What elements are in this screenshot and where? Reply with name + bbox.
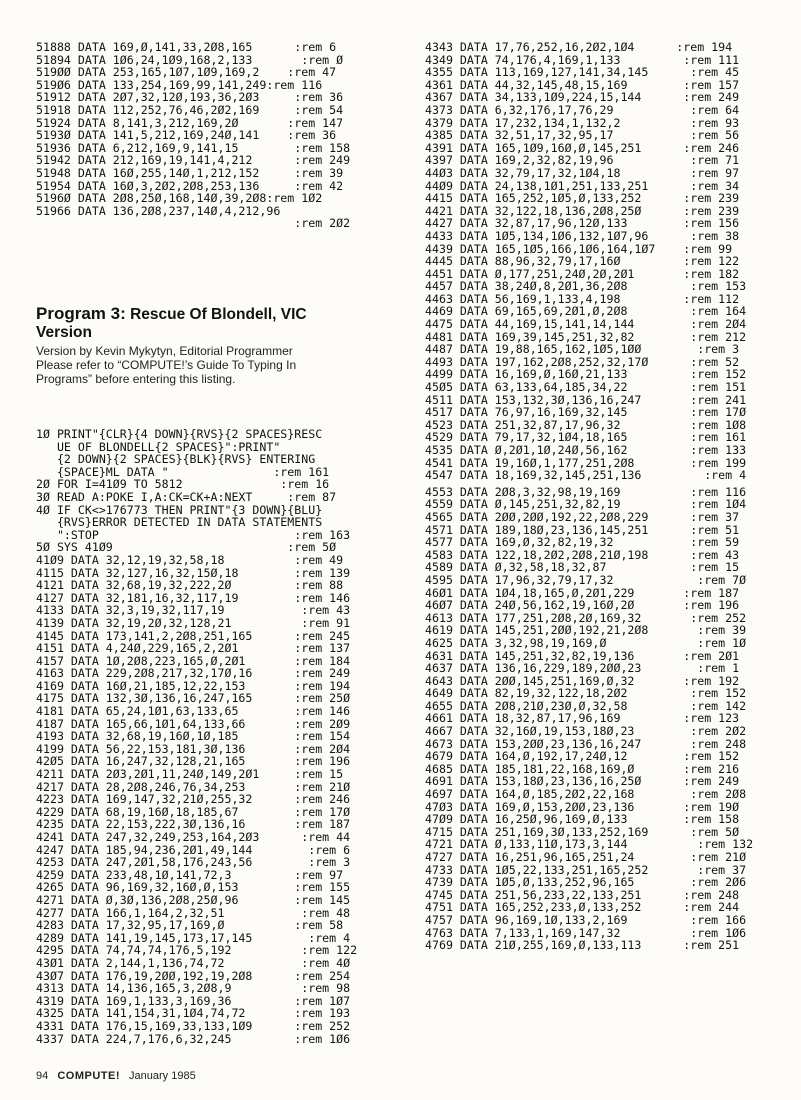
listing-line: 4229 DATA 68,19,16Ø,18,185,67 :rem 17Ø [36, 804, 351, 819]
listing-line: 4541 DATA 19,16Ø,1,177,251,2Ø8 :rem 199 [425, 455, 747, 470]
listing-line: 4469 DATA 69,165,69,2Ø1,Ø,2Ø8 :rem 164 [425, 304, 747, 319]
data-listing [425, 41, 753, 952]
listing-line: 4247 DATA 185,94,236,2Ø1,49,144 :rem 6 [36, 842, 351, 857]
listing-line: 519Ø6 DATA 133,254,169,99,141,249:rem 116 [36, 77, 323, 92]
listing-line: 4769 DATA 21Ø,255,169,Ø,133,113 :rem 251 [425, 938, 740, 953]
listing-line: 4625 DATA 3,32,98,19,169,Ø :rem 1Ø [425, 635, 747, 650]
listing-line: 4121 DATA 32,68,19,32,222,2Ø :rem 88 [36, 578, 344, 593]
listing-line: 4745 DATA 251,56,233,22,133,251 :rem 248 [425, 887, 740, 902]
listing-line: 4649 DATA 82,19,32,122,18,2Ø2 :rem 152 [425, 686, 747, 701]
listing-line: 46Ø7 DATA 24Ø,56,162,19,16Ø,2Ø :rem 196 [425, 598, 740, 613]
listing-line: 4379 DATA 17,232,134,1,132,2 :rem 93 [425, 115, 740, 130]
listing-line: 4115 DATA 32,127,16,32,15Ø,18 :rem 139 [36, 565, 351, 580]
listing-line: 1Ø PRINT"{CLR}{4 DOWN}{RVS}{2 SPACES}RESC [36, 427, 323, 441]
listing-line: 4667 DATA 32,16Ø,19,153,18Ø,23 :rem 2Ø2 [425, 724, 747, 739]
listing-line: 4133 DATA 32,3,19,32,117,19 :rem 43 [36, 603, 351, 618]
note-line: Version by Kevin Mykytyn, Editorial Programmer [36, 344, 293, 358]
listing-line: 3Ø READ A:POKE I,A:CK=CK+A:NEXT :rem 87 [36, 489, 337, 504]
listing-line: 4571 DATA 189,18Ø,23,136,145,251 :rem 51 [425, 522, 740, 537]
listing-line: 4211 DATA 2Ø3,2Ø1,11,24Ø,149,2Ø1 :rem 15 [36, 767, 344, 782]
issue-date: January 1985 [129, 1070, 196, 1082]
listing-line: 4727 DATA 16,251,96,165,251,24 :rem 21Ø [425, 850, 747, 864]
listing-line: 4589 DATA Ø,32,58,18,32,87 :rem 15 [425, 560, 740, 575]
listing-line: 4349 DATA 74,176,4,169,1,133 :rem 111 [425, 52, 740, 67]
listing-line: 4685 DATA 185,181,22,168,169,Ø :rem 216 [425, 761, 740, 776]
page-number: 94 [36, 1070, 49, 1082]
listing-line: 5193Ø DATA 141,5,212,169,24Ø,141 :rem 36 [36, 128, 337, 143]
listing-line: 4445 DATA 88,96,32,79,17,16Ø :rem 122 [425, 254, 740, 269]
listing-line: 4697 DATA 164,Ø,185,2Ø2,22,168 :rem 2Ø8 [425, 787, 747, 802]
program-listing [36, 428, 357, 1045]
program-header [36, 305, 418, 387]
listing-line: {2 DOWN}{2 SPACES}{BLK}{RVS} ENTERING [36, 452, 316, 467]
listing-continuation [36, 41, 350, 230]
listing-line: 4481 DATA 169,39,145,251,32,82 :rem 212 [425, 329, 747, 344]
listing-line: 46Ø1 DATA 1Ø4,18,165,Ø,2Ø1,229 :rem 187 [425, 585, 740, 600]
listing-line: 4271 DATA Ø,3Ø,136,2Ø8,25Ø,96 :rem 145 [36, 892, 351, 907]
listing-line: 4751 DATA 165,252,233,Ø,133,252 :rem 244 [425, 900, 740, 915]
listing-line: 4145 DATA 173,141,2,2Ø8,251,165 :rem 245 [36, 628, 351, 643]
note-line: Programs” before entering this listing. [36, 372, 236, 387]
listing-line: 4373 DATA 6,32,176,17,76,29 :rem 64 [425, 102, 740, 117]
listing-line: 4673 DATA 153,2ØØ,23,136,16,247 :rem 248 [425, 736, 747, 751]
listing-line: 4367 DATA 34,133,1Ø9,224,15,144 :rem 249 [425, 90, 740, 105]
listing-line: 43Ø7 DATA 176,19,2ØØ,192,19,2Ø8 :rem 254 [36, 968, 351, 983]
listing-line: 4385 DATA 32,51,17,32,95,17 :rem 56 [425, 128, 740, 143]
listing-line: 4547 DATA 18,169,32,145,251,136 :rem 4 [425, 468, 747, 483]
listing-line: 4265 DATA 96,169,32,16Ø,Ø,153 :rem 155 [36, 880, 351, 895]
listing-line: 4451 DATA Ø,177,251,24Ø,2Ø,2Ø1 :rem 182 [425, 266, 740, 281]
listing-line: 4523 DATA 251,32,87,17,96,32 :rem 1Ø8 [425, 417, 747, 432]
program-title [36, 305, 418, 342]
listing-line: 4223 DATA 169,147,32,21Ø,255,32 :rem 246 [36, 792, 351, 807]
listing-line: 4Ø IF CK<>176773 THEN PRINT"{3 DOWN}{BLU} [36, 502, 323, 517]
listing-line: 4151 DATA 4,24Ø,229,165,2,2Ø1 :rem 137 [36, 641, 351, 656]
listing-line: 4391 DATA 165,1Ø9,16Ø,Ø,145,251 :rem 246 [425, 140, 740, 155]
listing-line: 4733 DATA 1Ø5,22,133,251,165,252 :rem 37 [425, 862, 747, 877]
listing-line: 51894 DATA 1Ø6,24,1Ø9,168,2,133 :rem Ø [36, 52, 344, 67]
listing-line: 51942 DATA 212,169,19,141,4,212 :rem 249 [36, 153, 351, 168]
listing-line: 4493 DATA 197,162,2Ø8,252,32,17Ø :rem 52 [425, 354, 740, 369]
listing-line: 4355 DATA 113,169,127,141,34,145 :rem 45 [425, 65, 740, 80]
listing-line: 4361 DATA 44,32,145,48,15,169 :rem 157 [425, 77, 740, 92]
listing-line: 45Ø5 DATA 63,133,64,185,34,22 :rem 151 [425, 380, 747, 395]
listing-line: 4511 DATA 153,132,3Ø,136,16,247 :rem 241 [425, 392, 747, 407]
note-line: Please refer to “COMPUTE!’s Guide To Typing In [36, 358, 297, 373]
listing-line: 4715 DATA 251,169,3Ø,133,252,169 :rem 5Ø [425, 824, 740, 839]
listing-line: 4163 DATA 229,2Ø8,217,32,17Ø,16 :rem 249 [36, 666, 351, 681]
program-note [36, 344, 418, 387]
listing-line: {RVS}ERROR DETECTED IN DATA STATEMENTS [36, 515, 323, 530]
listing-line: 44Ø9 DATA 24,138,1Ø1,251,133,251 :rem 34 [425, 178, 740, 193]
listing-line: 4655 DATA 2Ø8,21Ø,23Ø,Ø,32,58 :rem 142 [425, 698, 747, 713]
listing-line: 51918 DATA 112,252,76,46,2Ø2,169 :rem 54 [36, 102, 344, 117]
listing-line: 4643 DATA 2ØØ,145,251,169,Ø,32 :rem 192 [425, 673, 740, 688]
listing-line: 4199 DATA 56,22,153,181,3Ø,136 :rem 2Ø4 [36, 741, 351, 756]
listing-line: 51912 DATA 2Ø7,32,12Ø,193,36,2Ø3 :rem 36 [36, 90, 344, 105]
listing-line: 4217 DATA 28,2Ø8,246,76,34,253 :rem 21Ø [36, 779, 351, 794]
program-name: Rescue Of Blondell, VIC [130, 306, 307, 323]
listing-line: ":STOP :rem 163 [36, 527, 351, 542]
listing-line: 44Ø3 DATA 32,79,17,32,1Ø4,18 :rem 97 [425, 165, 740, 180]
listing-line: 4253 DATA 247,2Ø1,58,176,243,56 :rem 3 [36, 855, 351, 870]
listing-line: 4757 DATA 96,169,1Ø,133,2,169 :rem 166 [425, 912, 747, 927]
listing-line: 4295 DATA 74,74,74,176,5,192 :rem 122 [36, 943, 358, 958]
listing-line: 4661 DATA 18,32,87,17,96,169 :rem 123 [425, 711, 740, 726]
listing-line: 4343 DATA 17,76,252,16,2Ø2,1Ø4 :rem 194 [425, 40, 733, 54]
page-footer [36, 1070, 196, 1082]
listing-line: 4583 DATA 122,18,2Ø2,2Ø8,21Ø,198 :rem 43 [425, 547, 740, 562]
listing-line: 47Ø9 DATA 16,25Ø,96,169,Ø,133 :rem 158 [425, 812, 740, 827]
listing-line: 4427 DATA 32,87,17,96,12Ø,133 :rem 156 [425, 216, 740, 231]
listing-line: 4193 DATA 32,68,19,16Ø,1Ø,185 :rem 154 [36, 729, 351, 744]
listing-line: 4565 DATA 2ØØ,2ØØ,192,22,2Ø8,229 :rem 37 [425, 509, 740, 524]
listing-line: 4631 DATA 145,251,32,82,19,136 :rem 2Ø1 [425, 648, 740, 663]
program-version: Version [36, 324, 92, 341]
listing-line: 41Ø9 DATA 32,12,19,32,58,18 :rem 49 [36, 552, 344, 567]
listing-line: 51936 DATA 6,212,169,9,141,15 :rem 158 [36, 140, 351, 155]
listing-line: 519ØØ DATA 253,165,1Ø7,1Ø9,169,2 :rem 47 [36, 65, 337, 80]
listing-line: 4577 DATA 169,Ø,32,82,19,32 :rem 59 [425, 535, 740, 550]
listing-line: 4721 DATA Ø,133,11Ø,173,3,144 :rem 132 [425, 837, 754, 852]
listing-line: 4613 DATA 177,251,2Ø8,2Ø,169,32 :rem 252 [425, 610, 747, 625]
listing-line: 4595 DATA 17,96,32,79,17,32 :rem 7Ø [425, 572, 747, 587]
listing-line: 4157 DATA 1Ø,2Ø8,223,165,Ø,2Ø1 :rem 184 [36, 653, 351, 668]
listing-line: 4187 DATA 165,66,1Ø1,64,133,66 :rem 2Ø9 [36, 716, 351, 731]
listing-line: 43Ø1 DATA 2,144,1,136,74,72 :rem 4Ø [36, 955, 351, 970]
listing-line: 4277 DATA 166,1,164,2,32,51 :rem 48 [36, 905, 351, 920]
listing-line: 4181 DATA 65,24,1Ø1,63,133,65 :rem 146 [36, 704, 351, 719]
listing-line: 51966 DATA 136,2Ø8,237,14Ø,4,212,96 [36, 203, 281, 218]
listing-line: 5196Ø DATA 2Ø8,25Ø,168,14Ø,39,2Ø8:rem 1Ø2 [36, 191, 323, 206]
listing-line: 4313 DATA 14,136,165,3,2Ø8,9 :rem 98 [36, 981, 351, 996]
listing-line: 4433 DATA 1Ø5,134,1Ø6,132,1Ø7,96 :rem 38 [425, 228, 740, 243]
listing-line: 4463 DATA 56,169,1,133,4,198 :rem 112 [425, 291, 740, 306]
listing-line: 4535 DATA Ø,2Ø1,1Ø,24Ø,56,162 :rem 133 [425, 443, 747, 457]
listing-line: 4487 DATA 19,88,165,162,1Ø5,1ØØ :rem 3 [425, 342, 740, 357]
listing-line: 51924 DATA 8,141,3,212,169,2Ø :rem 147 [36, 115, 344, 130]
listing-line: 4259 DATA 233,48,1Ø,141,72,3 :rem 97 [36, 867, 344, 882]
listing-line: 2Ø FOR I=41Ø9 TO 5812 :rem 16 [36, 477, 330, 492]
listing-line: 4319 DATA 169,1,133,3,169,36 :rem 1Ø7 [36, 993, 351, 1008]
listing-line: 4619 DATA 145,251,2ØØ,192,21,2Ø8 :rem 39 [425, 623, 747, 638]
listing-line: 4331 DATA 176,15,169,33,133,1Ø9 :rem 252 [36, 1018, 351, 1033]
magazine-name: COMPUTE! [57, 1070, 120, 1082]
listing-line: 5Ø SYS 41Ø9 :rem 5Ø [36, 540, 337, 555]
listing-line: 51954 DATA 16Ø,3,2Ø2,2Ø8,253,136 :rem 42 [36, 178, 344, 193]
listing-line: 4763 DATA 7,133,1,169,147,32 :rem 1Ø6 [425, 925, 747, 940]
listing-line: 4475 DATA 44,169,15,141,14,144 :rem 2Ø4 [425, 317, 747, 332]
listing-line: 4421 DATA 32,122,18,136,2Ø8,25Ø :rem 239 [425, 203, 740, 218]
listing-line: 42Ø5 DATA 16,247,32,128,21,165 :rem 196 [36, 754, 351, 769]
listing-line: 47Ø3 DATA 169,Ø,153,2ØØ,23,136 :rem 19Ø [425, 799, 740, 814]
listing-line: 4175 DATA 132,3Ø,136,16,247,165 :rem 25Ø [36, 691, 351, 706]
listing-line: 4337 DATA 224,7,176,6,32,245 :rem 1Ø6 [36, 1031, 351, 1046]
listing-line: 4283 DATA 17,32,95,17,169,Ø :rem 58 [36, 918, 344, 933]
listing-line: 4679 DATA 164,Ø,192,17,24Ø,12 :rem 152 [425, 749, 740, 764]
listing-line: 4415 DATA 165,252,1Ø5,Ø,133,252 :rem 239 [425, 191, 740, 206]
listing-line: :rem 2Ø2 [36, 216, 351, 231]
listing-line: 4235 DATA 22,153,222,3Ø,136,16 :rem 187 [36, 817, 351, 832]
listing-line: 4457 DATA 38,24Ø,8,2Ø1,36,2Ø8 :rem 153 [425, 279, 747, 294]
listing-line: 4169 DATA 16Ø,21,185,12,22,153 :rem 194 [36, 678, 351, 693]
listing-line: 4289 DATA 141,19,145,173,17,145 :rem 4 [36, 930, 351, 945]
listing-line: 4325 DATA 141,154,31,1Ø4,74,72 :rem 193 [36, 1006, 351, 1021]
listing-line: 4691 DATA 153,18Ø,23,136,16,25Ø :rem 249 [425, 774, 740, 789]
listing-line: 4139 DATA 32,19,2Ø,32,128,21 :rem 91 [36, 615, 351, 630]
listing-line: 4637 DATA 136,16,229,189,2ØØ,23 :rem 1 [425, 661, 740, 676]
listing-line: 4529 DATA 79,17,32,1Ø4,18,165 :rem 161 [425, 430, 747, 445]
listing-line: 51948 DATA 16Ø,255,14Ø,1,212,152 :rem 39 [36, 165, 344, 180]
listing-line: 4439 DATA 165,1Ø5,166,1Ø6,164,1Ø7 :rem 99 [425, 241, 733, 256]
listing-line: UE OF BLONDELL{2 SPACES}":PRINT" [36, 439, 281, 454]
listing-line: 4553 DATA 2Ø8,3,32,98,19,169 :rem 116 [425, 484, 747, 499]
program-number: Program 3: [36, 304, 126, 323]
listing-line: 51888 DATA 169,Ø,141,33,2Ø8,165 :rem 6 [36, 40, 337, 54]
listing-line: 4397 DATA 169,2,32,82,19,96 :rem 71 [425, 153, 740, 168]
listing-line: 4499 DATA 16,169,Ø,16Ø,21,133 :rem 152 [425, 367, 747, 382]
listing-line: 4739 DATA 1Ø5,Ø,133,252,96,165 :rem 2Ø6 [425, 875, 747, 890]
listing-line: {SPACE}ML DATA " :rem 161 [36, 464, 330, 479]
listing-line: 4517 DATA 76,97,16,169,32,145 :rem 17Ø [425, 405, 747, 420]
listing-line: 4559 DATA Ø,145,251,32,82,19 :rem 1Ø4 [425, 497, 747, 512]
listing-line: 4241 DATA 247,32,249,253,164,2Ø3 :rem 44 [36, 830, 351, 844]
listing-line: 4127 DATA 32,181,16,32,117,19 :rem 146 [36, 590, 351, 605]
